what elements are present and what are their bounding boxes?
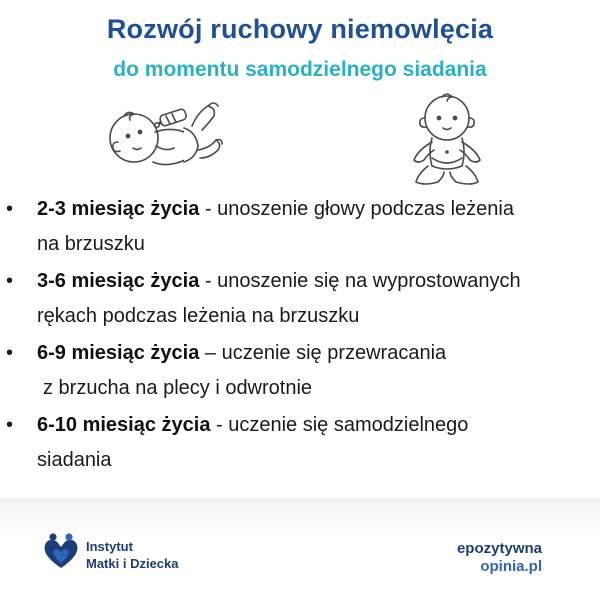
milestone-description: - unoszenie głowy podczas leżenia bbox=[199, 198, 514, 220]
bullet: • bbox=[6, 414, 14, 436]
milestone-age: 6-9 miesiąc życia bbox=[37, 342, 200, 364]
milestone-list bbox=[0, 192, 600, 480]
milestone-age: 3-6 miesiąc życia bbox=[37, 270, 200, 292]
milestone-description-continued: rękach podczas leżenia na brzuszku bbox=[37, 305, 360, 327]
milestone-age: 6-10 miesiąc życia bbox=[37, 414, 211, 436]
bullet: • bbox=[6, 270, 14, 292]
imid-logo-text bbox=[86, 538, 179, 572]
milestone-description: – uczenie się przewracania bbox=[199, 342, 447, 364]
milestone-description-continued: na brzuszku bbox=[37, 233, 145, 255]
milestone-description: - uczenie się samodzielnego bbox=[210, 414, 469, 436]
imid-logo-line-1: Instytut bbox=[86, 539, 133, 554]
epozytywna-logo-line-2: opinia.pl bbox=[480, 558, 542, 575]
milestone-description: - unoszenie się na wyprostowanych bbox=[199, 270, 521, 292]
bullet: • bbox=[6, 342, 14, 364]
milestone-description-continued: siadania bbox=[37, 449, 112, 471]
milestone-description-continued: z brzucha na plecy i odwrotnie bbox=[43, 377, 313, 399]
baby-sitting-icon bbox=[402, 88, 492, 188]
bullet: • bbox=[6, 198, 14, 220]
list-item bbox=[0, 264, 600, 334]
baby-lying-with-bottle-icon bbox=[100, 96, 225, 186]
page-subtitle: do momentu samodzielnego siadania bbox=[113, 58, 487, 81]
list-item bbox=[0, 336, 600, 406]
imid-logo-line-2: Matki i Dziecka bbox=[86, 556, 179, 571]
heart-people-logo-icon bbox=[42, 532, 80, 572]
milestone-age: 2-3 miesiąc życia bbox=[37, 198, 200, 220]
epozytywna-logo-line-1: epozytywna bbox=[456, 540, 542, 557]
page-title: Rozwój ruchowy niemowlęcia bbox=[106, 14, 494, 44]
list-item bbox=[0, 192, 600, 262]
epozytywna-logo[interactable] bbox=[457, 540, 542, 576]
list-item bbox=[0, 408, 600, 478]
